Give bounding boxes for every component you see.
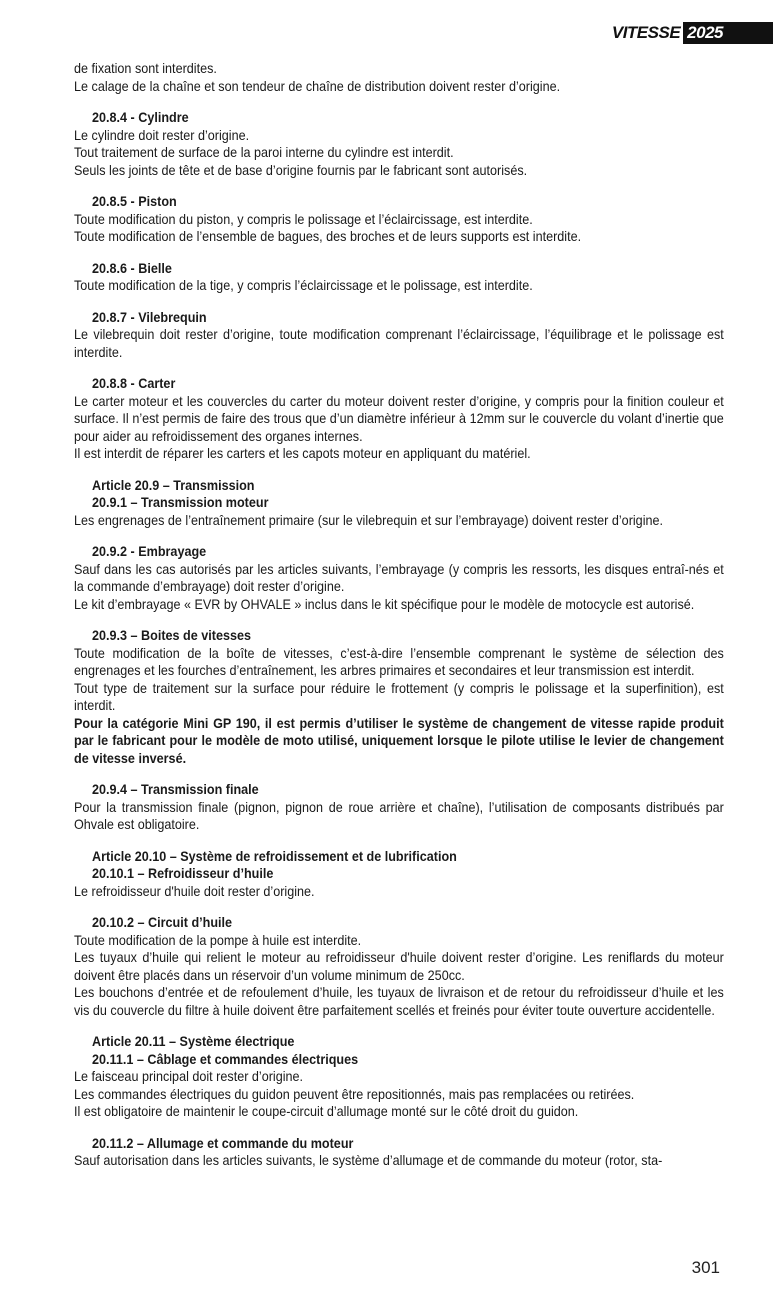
- paragraph-gap: [74, 179, 724, 193]
- section-heading: 20.9.1 – Transmission moteur: [92, 494, 269, 510]
- body-paragraph: Les engrenages de l’entraînement primaire (sur le vilebrequin et sur l’embrayage) doivent rester d’origine.: [74, 511, 664, 528]
- page-number: 301: [691, 1258, 720, 1277]
- document-body: [74, 60, 724, 1170]
- paragraph-gap: [74, 463, 724, 477]
- body-paragraph: Sauf autorisation dans les articles suivants, le système d’allumage et de commande du moteur (rotor, sta-: [74, 1152, 663, 1168]
- section-heading: Article 20.11 – Système électrique: [92, 1033, 295, 1049]
- section-heading: 20.9.2 - Embrayage: [92, 543, 207, 559]
- body-paragraph: de fixation sont interdites.: [74, 60, 217, 76]
- body-paragraph: Il est interdit de réparer les carters et les capots moteur en appliquant du matériel.: [74, 445, 531, 461]
- paragraph-gap: [74, 834, 724, 848]
- paragraph-gap: [74, 900, 724, 914]
- paragraph-gap: [74, 767, 724, 781]
- paragraph-gap: [74, 1121, 724, 1135]
- body-paragraph: Pour la transmission finale (pignon, pignon de roue arrière et chaîne), l’utilisation de composants distribués par Ohvale est obligatoire.: [74, 798, 724, 832]
- body-paragraph: Il est obligatoire de maintenir le coupe-circuit d’allumage monté sur le côté droit du guidon.: [74, 1103, 579, 1119]
- section-heading: Article 20.9 – Transmission: [92, 476, 255, 493]
- body-paragraph: Tout traitement de surface de la paroi interne du cylindre est interdit.: [74, 144, 454, 160]
- section-heading: 20.10.1 – Refroidisseur d’huile: [92, 865, 274, 881]
- body-paragraph: Seuls les joints de tête et de base d’origine fournis par le fabricant sont autorisés.: [74, 161, 528, 178]
- running-header: [612, 22, 773, 44]
- body-paragraph: Les commandes électriques du guidon peuvent être repositionnés, mais pas remplacées ou retirées.: [74, 1085, 635, 1102]
- paragraph-gap: [74, 1019, 724, 1033]
- body-paragraph: Le refroidisseur d'huile doit rester d’origine.: [74, 882, 315, 899]
- section-heading: 20.8.5 - Piston: [92, 193, 177, 209]
- section-heading: Article 20.10 – Système de refroidissement et de lubrification: [92, 847, 457, 864]
- paragraph-gap: [74, 295, 724, 309]
- section-heading: 20.8.4 - Cylindre: [92, 109, 189, 125]
- body-paragraph: Sauf dans les cas autorisés par les articles suivants, l’embrayage (y compris les ressorts, les disques entraî-nés et la commande d’embrayage) doit rester d’origine.: [74, 560, 724, 594]
- paragraph-gap: [74, 95, 724, 109]
- section-heading: 20.10.2 – Circuit d’huile: [92, 914, 233, 930]
- body-paragraph: Les tuyaux d’huile qui relient le moteur au refroidisseur d'huile doivent rester d’origine. Les reniflards du moteur doivent être placés dans un réservoir d’un volume minimum de 250cc.: [74, 949, 724, 983]
- section-heading: 20.11.1 – Câblage et commandes électriques: [92, 1050, 359, 1067]
- body-paragraph: Toute modification de l’ensemble de bagues, des broches et de leurs supports est interdite.: [74, 228, 582, 244]
- paragraph-gap: [74, 613, 724, 627]
- body-paragraph: Le vilebrequin doit rester d’origine, toute modification comprenant l’éclaircissage, l’équilibrage et le polissage est interdite.: [74, 326, 724, 360]
- paragraph-gap: [74, 529, 724, 543]
- section-heading: 20.8.8 - Carter: [92, 375, 176, 391]
- section-heading: 20.9.3 – Boites de vitesses: [92, 627, 252, 643]
- bold-paragraph: Pour la catégorie Mini GP 190, il est permis d’utiliser le système de changement de vitesse rapide produit par le fabricant pour le modèle de moto utilisé, uniquement lorsque le pilote utilise le levier de changement de vitesse inversé.: [74, 714, 724, 766]
- body-paragraph: Toute modification de la pompe à huile est interdite.: [74, 931, 362, 948]
- body-paragraph: Toute modification du piston, y compris le polissage et l’éclaircissage, est interdite.: [74, 210, 533, 227]
- header-title: VITESSE: [611, 23, 681, 42]
- section-heading: 20.9.4 – Transmission finale: [92, 781, 259, 797]
- body-paragraph: Le cylindre doit rester d’origine.: [74, 126, 250, 143]
- body-paragraph: Le kit d’embrayage « EVR by OHVALE » inclus dans le kit spécifique pour le modèle de motocycle est autorisé.: [74, 595, 695, 612]
- body-paragraph: Le faisceau principal doit rester d’origine.: [74, 1068, 304, 1084]
- body-paragraph: Le calage de la chaîne et son tendeur de chaîne de distribution doivent rester d’origine.: [74, 77, 561, 94]
- body-paragraph: Toute modification de la tige, y compris l’éclaircissage et le polissage, est interdite.: [74, 277, 533, 293]
- section-heading: 20.8.6 - Bielle: [92, 259, 172, 276]
- body-paragraph: Tout type de traitement sur la surface pour réduire le frottement (y compris le polissage et la superfinition), est interdit.: [74, 679, 724, 713]
- paragraph-gap: [74, 246, 724, 260]
- body-paragraph: Le carter moteur et les couvercles du carter du moteur doivent rester d’origine, y compris pour la finition couleur et surface. Il n’est permis de faire des trous que d’un diamètre inférieur à 12mm sur le couvercle du volant d’inertie que pour aider au refroidissement des organes internes.: [74, 392, 724, 444]
- section-heading: 20.11.2 – Allumage et commande du moteur: [92, 1134, 354, 1151]
- section-heading: 20.8.7 - Vilebrequin: [92, 308, 207, 325]
- body-paragraph: Les bouchons d’entrée et de refoulement d’huile, les tuyaux de livraison et de retour du refroidisseur d’huile et les vis du couvercle du filtre à huile doivent être parfaitement scellés et freinés pour éviter toute ouverture accidentelle.: [74, 984, 724, 1018]
- paragraph-gap: [74, 361, 724, 375]
- body-paragraph: Toute modification de la boîte de vitesses, c’est-à-dire l’ensemble comprenant le système de sélection des engrenages et les fourches d’entraînement, les arbres primaires et secondaires et leur transmission est interdit.: [74, 644, 724, 678]
- header-year-badge: 2025: [683, 22, 773, 44]
